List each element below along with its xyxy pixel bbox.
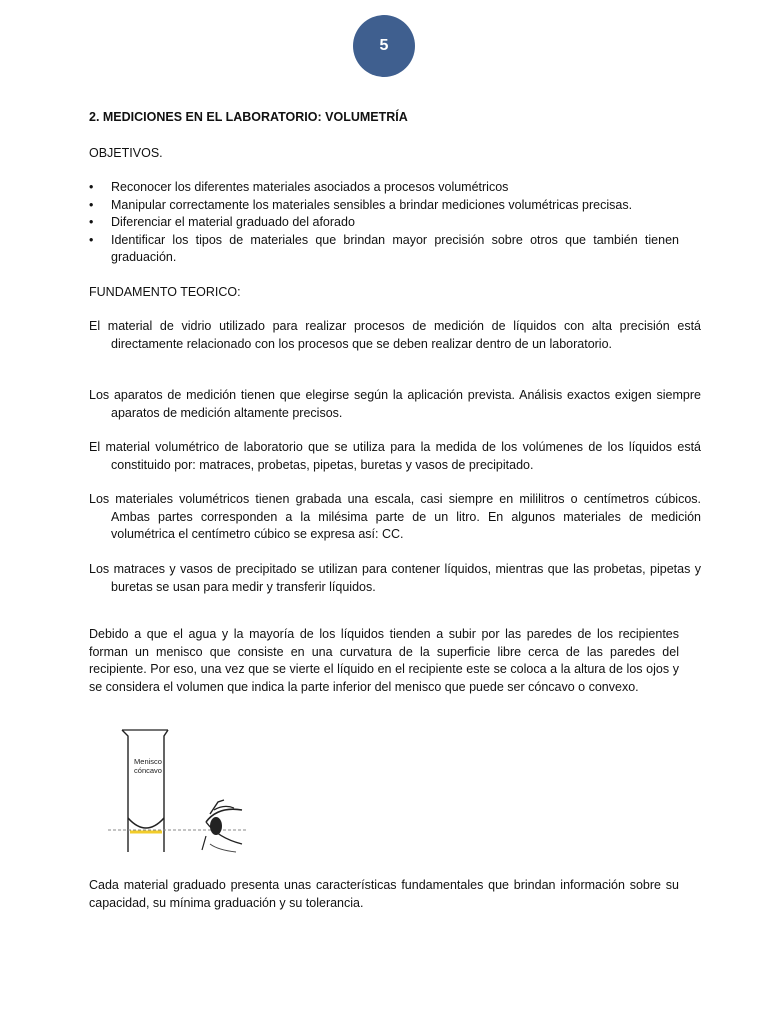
objetivos-heading: OBJETIVOS. [89,146,163,160]
menisco-paragraph: Debido a que el agua y la mayoría de los líquidos tienden a subir por las paredes de los recipientes forman un menisco que consiste en una curvatura de la superficie libre cerca de las paredes del recipiente. Por eso, una vez que se vierte el líquido en el recipiente este se coloca a la altura de los ojos y se considera el volumen que indica la parte inferior del menisco que puede ser cóncavo o convexo. [89,627,679,694]
objetivos-list-container [89,179,679,267]
fundamento-paragraph-1: El material de vidrio utilizado para realizar procesos de medición de líquidos con alta precisión está directamente relacionado con los procesos que se deben realizar dentro de un laboratorio. [89,319,701,351]
list-item: • Identificar los tipos de materiales que brindan mayor precisión sobre otros que también tienen graduación. [89,232,679,267]
fundamento-paragraph-2: Los aparatos de medición tienen que elegirse según la aplicación prevista. Análisis exactos exigen siempre aparatos de medición altamente precisos. [89,388,701,420]
figure-label-line-2: cóncavo [134,766,162,775]
figure-label-line-1: Menisco [134,757,162,766]
section-title: 2. MEDICIONES EN EL LABORATORIO: VOLUMETRÍA [89,110,408,124]
page-number-badge [353,15,415,77]
meniscus-illustration [106,726,250,856]
figure-label [126,757,170,775]
list-item: • Diferenciar el material graduado del aforado [89,214,679,232]
fundamento-paragraph-5: Los matraces y vasos de precipitado se utilizan para contener líquidos, mientras que las probetas, pipetas y buretas se usan para medir y transferir líquidos. [89,562,701,594]
fundamento-paragraph-3: El material volumétrico de laboratorio que se utiliza para la medida de los volúmenes de los líquidos está constituido por: matraces, probetas, pipetas, buretas y vasos de precipitado. [89,440,701,472]
eye-icon [202,800,242,852]
fundamento-heading: FUNDAMENTO TEORICO: [89,285,241,299]
page-number: 5 [379,37,389,54]
fundamento-paragraph-4: Los materiales volumétricos tienen grabada una escala, casi siempre en mililitros o centímetros cúbicos. Ambas partes corresponden a la milésima parte de un litro. En algunos materiales de medición volumétrica el centímetro cúbico se expresa así: CC. [89,492,701,541]
objetivos-list [89,179,679,267]
list-item: • Reconocer los diferentes materiales asociados a procesos volumétricos [89,179,679,197]
list-item: • Manipular correctamente los materiales sensibles a brindar mediciones volumétricas precisas. [89,197,679,215]
closing-paragraph: Cada material graduado presenta unas características fundamentales que brindan información sobre su capacidad, su mínima graduación y su tolerancia. [89,878,679,910]
meniscus-figure [106,726,250,856]
